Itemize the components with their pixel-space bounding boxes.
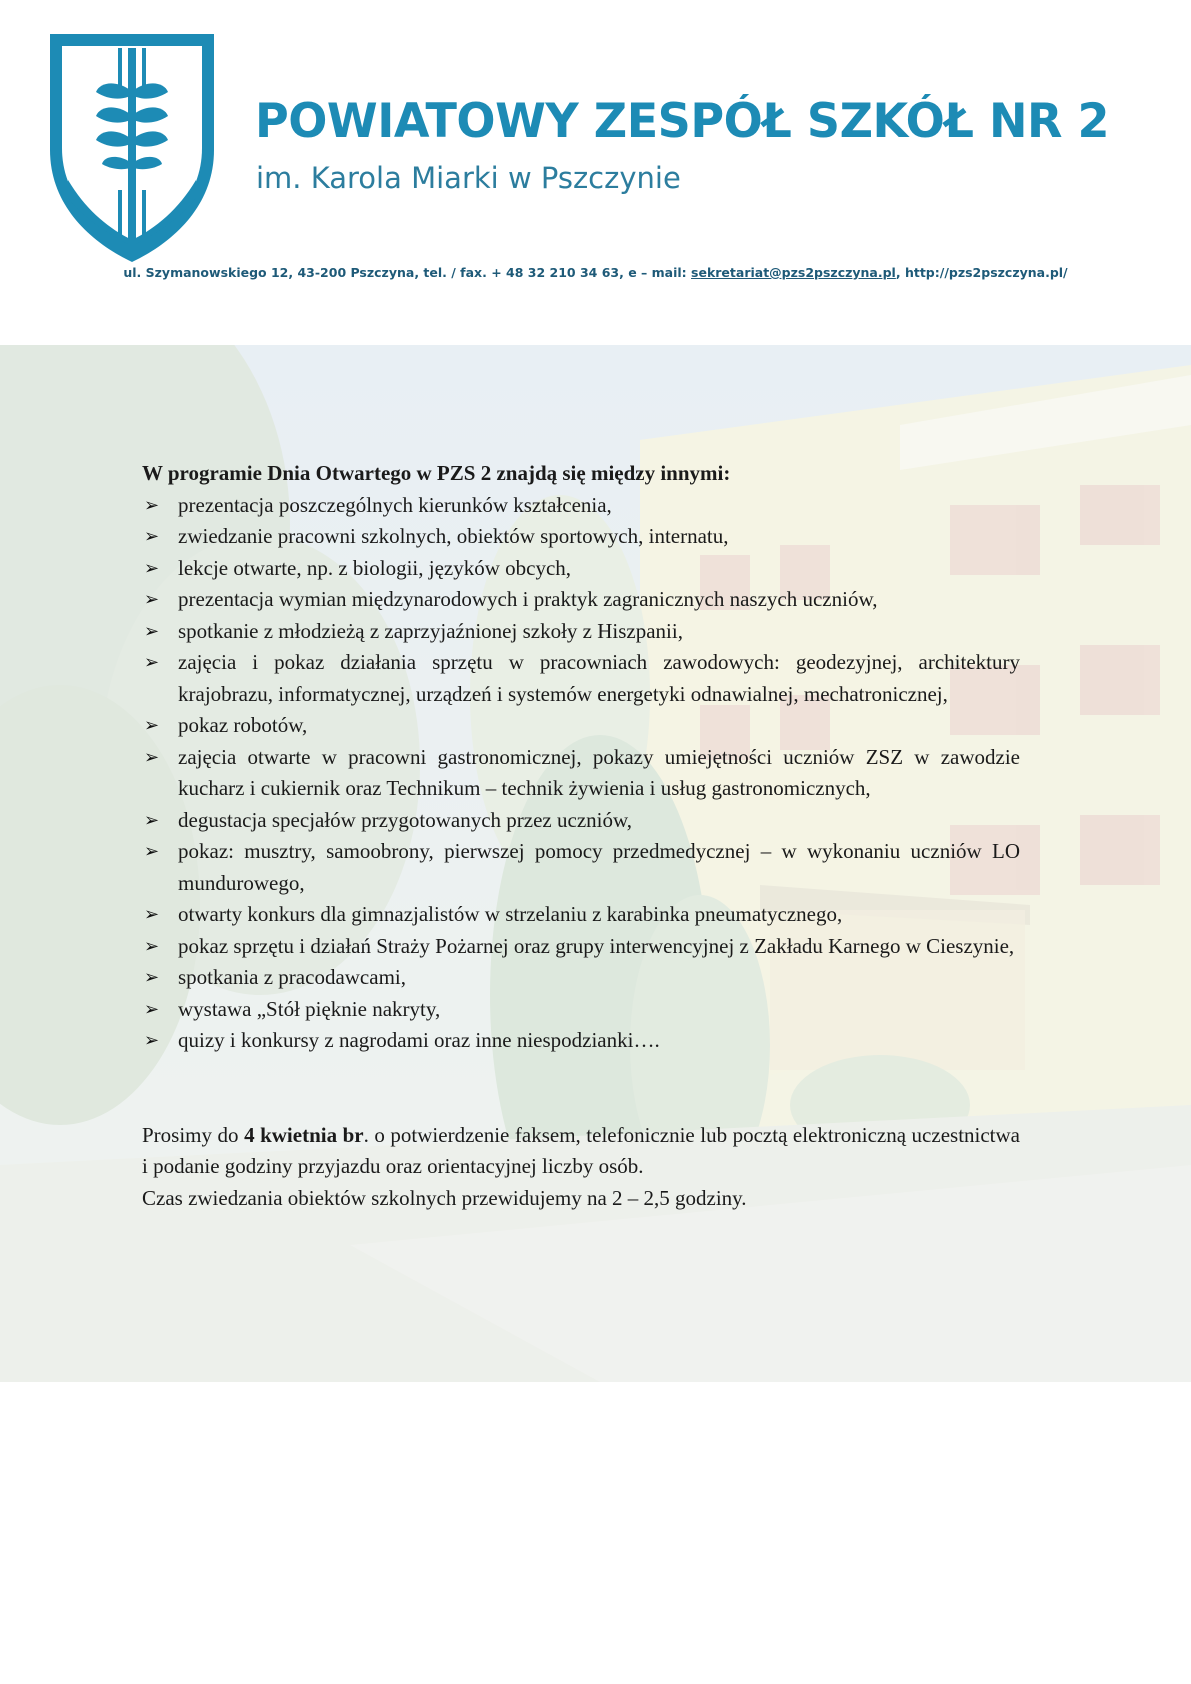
program-item-text: zwiedzanie pracowni szkolnych, obiektów sportowych, internatu,: [178, 524, 729, 548]
program-list-item: [142, 1025, 1020, 1057]
school-subtitle: im. Karola Miarki w Pszczynie: [256, 161, 681, 195]
program-item-text: zajęcia i pokaz działania sprzętu w pracowniach zawodowych: geodezyjnej, architektury krajobrazu, informatycznej, urządzeń i systemów energetyki odnawialnej, mechatronicznej,: [178, 650, 1020, 706]
arrowhead-bullet-icon: ➢: [144, 746, 160, 768]
arrowhead-bullet-icon: ➢: [144, 652, 160, 673]
program-list-item: [142, 931, 1020, 963]
program-item-text: otwarty konkurs dla gimnazjalistów w strzelaniu z karabinka pneumatycznego,: [178, 902, 843, 926]
school-logo-icon: [46, 30, 218, 266]
arrowhead-bullet-icon: ➢: [144, 935, 160, 957]
program-list-item: [142, 805, 1020, 837]
program-heading: W programie Dnia Otwartego w PZS 2 znajdą się między innymi:: [142, 461, 731, 485]
program-item-text: prezentacja poszczególnych kierunków kształcenia,: [178, 492, 612, 517]
arrowhead-bullet-icon: ➢: [144, 904, 160, 925]
program-item-text: prezentacja wymian międzynarodowych i praktyk zagranicznych naszych uczniów,: [178, 587, 878, 611]
program-item-text: lekcje otwarte, np. z biologii, języków obcych,: [178, 555, 572, 580]
program-list-item: [142, 899, 1020, 931]
program-item-text: pokaz robotów,: [178, 713, 308, 737]
arrowhead-bullet-icon: ➢: [144, 620, 160, 642]
program-list-item: [142, 616, 1020, 648]
contact-line: [0, 265, 1191, 280]
arrowhead-bullet-icon: ➢: [144, 967, 160, 988]
arrowhead-bullet-icon: ➢: [144, 715, 160, 736]
program-item-text: pokaz sprzętu i działań Straży Pożarnej oraz grupy interwencyjnej z Zakładu Karnego w Cieszynie,: [178, 933, 1015, 958]
rsvp-text-start: Prosimy do: [142, 1122, 245, 1147]
program-list-item: [142, 994, 1020, 1026]
arrowhead-bullet-icon: ➢: [144, 557, 160, 579]
arrowhead-bullet-icon: ➢: [144, 809, 160, 831]
program-item-text: spotkania z pracodawcami,: [178, 965, 406, 989]
program-list-item: [142, 647, 1020, 710]
rsvp-paragraph: [142, 1120, 1020, 1183]
rsvp-deadline: 4 kwietnia br: [244, 1122, 364, 1147]
email-link[interactable]: sekretariat@pzs2pszczyna.pl: [691, 265, 896, 280]
program-list-item: [142, 710, 1020, 742]
program-item-text: zajęcia otwarte w pracowni gastronomicznej, pokazy umiejętności uczniów ZSZ w zawodzie kucharz i cukiernik oraz Technikum – technik żywienia i usług gastronomicznych,: [178, 744, 1020, 800]
program-item-text: pokaz: musztry, samoobrony, pierwszej pomocy przedmedycznej – w wykonaniu uczniów LO mundurowego,: [178, 839, 1020, 895]
program-item-text: quizy i konkursy z nagrodami oraz inne niespodzianki….: [178, 1028, 660, 1052]
program-list-item: [142, 836, 1020, 899]
program-item-text: spotkanie z młodzieżą z zaprzyjaźnionej szkoły z Hiszpanii,: [178, 618, 683, 643]
program-item-text: degustacja specjałów przygotowanych przez uczniów,: [178, 807, 633, 832]
main-content: [142, 458, 1020, 1214]
program-list-item: [142, 490, 1020, 522]
program-list-item: [142, 521, 1020, 553]
program-list-item: [142, 553, 1020, 585]
program-list-item: [142, 962, 1020, 994]
program-item-text: wystawa „Stół pięknie nakryty,: [178, 996, 441, 1021]
arrowhead-bullet-icon: ➢: [144, 841, 160, 862]
arrowhead-bullet-icon: ➢: [144, 998, 160, 1020]
arrowhead-bullet-icon: ➢: [144, 494, 160, 516]
contact-address: ul. Szymanowskiego 12, 43-200 Pszczyna, tel. / fax. + 48 32 210 34 63, e – mail:: [123, 265, 692, 280]
visit-duration-paragraph: Czas zwiedzania obiektów szkolnych przewidujemy na 2 – 2,5 godziny.: [142, 1185, 747, 1210]
program-list: [142, 490, 1020, 1057]
arrowhead-bullet-icon: ➢: [144, 589, 160, 610]
program-list-item: [142, 584, 1020, 616]
arrowhead-bullet-icon: ➢: [144, 526, 160, 547]
school-name: POWIATOWY ZESPÓŁ SZKÓŁ NR 2: [255, 94, 1110, 149]
contact-website: , http://pzs2pszczyna.pl/: [895, 265, 1068, 280]
arrowhead-bullet-icon: ➢: [144, 1030, 160, 1051]
rsvp-text-end: . o potwierdzenie faksem, telefonicznie lub pocztą elektroniczną uczestnictwa i podanie godziny przyjazdu oraz orientacyjnej liczby osób.: [142, 1122, 1021, 1178]
program-list-item: [142, 742, 1020, 805]
